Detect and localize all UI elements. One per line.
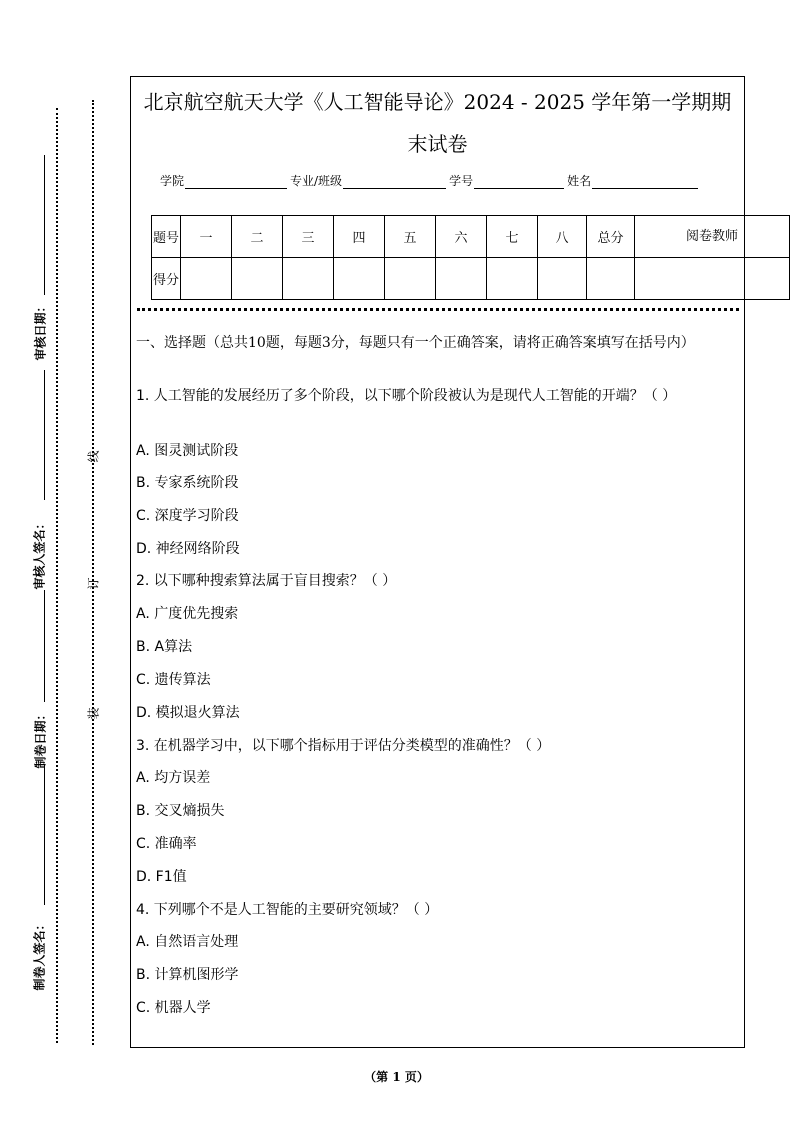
score-table-col-7: 七 bbox=[487, 216, 538, 258]
college-blank[interactable] bbox=[185, 175, 287, 189]
student-info-row bbox=[160, 172, 701, 189]
signature-line-reviewer bbox=[44, 370, 45, 500]
question-1-option-a[interactable]: A. 图灵测试阶段 bbox=[136, 443, 239, 459]
cut-word-xian: 线 bbox=[86, 450, 101, 463]
exam-title-line2: 末试卷 bbox=[407, 132, 468, 156]
reviewer-signature-label: 审核人签名： bbox=[32, 517, 47, 590]
question-2-stem: 2. 以下哪种搜索算法属于盲目搜索？（ ） bbox=[136, 573, 397, 589]
score-table-col-2: 二 bbox=[232, 216, 283, 258]
question-3-option-a[interactable]: A. 均方误差 bbox=[136, 770, 211, 786]
score-cell[interactable] bbox=[181, 258, 232, 300]
score-table-col-1: 一 bbox=[181, 216, 232, 258]
question-4-stem: 4. 下列哪个不是人工智能的主要研究领域？（ ） bbox=[136, 902, 439, 918]
major-class-label: 专业/班级 bbox=[290, 174, 343, 188]
binding-dotted-line-inner bbox=[92, 100, 94, 1045]
score-cell[interactable] bbox=[334, 258, 385, 300]
page-number: （第 1 页） bbox=[364, 1070, 429, 1084]
section-heading: 一、选择题（总共10题，每题3分，每题只有一个正确答案，请将正确答案填写在括号内） bbox=[136, 335, 695, 351]
question-1-stem: 1. 人工智能的发展经历了多个阶段，以下哪个阶段被认为是现代人工智能的开端？（ ） bbox=[136, 388, 677, 404]
question-2-option-d[interactable]: D. 模拟退火算法 bbox=[136, 705, 240, 721]
question-3-option-b[interactable]: B. 交叉熵损失 bbox=[136, 803, 225, 819]
score-table-col-3: 三 bbox=[283, 216, 334, 258]
question-4-option-b[interactable]: B. 计算机图形学 bbox=[136, 967, 239, 983]
score-cell[interactable] bbox=[538, 258, 587, 300]
score-cell[interactable] bbox=[436, 258, 487, 300]
question-1-option-c[interactable]: C. 深度学习阶段 bbox=[136, 508, 239, 524]
section-separator bbox=[137, 308, 739, 311]
score-cell[interactable] bbox=[385, 258, 436, 300]
student-id-label: 学号 bbox=[449, 174, 474, 188]
score-cell-total[interactable] bbox=[587, 258, 635, 300]
score-cell[interactable] bbox=[232, 258, 283, 300]
score-table-col-6: 六 bbox=[436, 216, 487, 258]
score-table-col-grader: 阅卷教师 bbox=[635, 216, 790, 258]
signature-line-paper-date bbox=[44, 590, 45, 702]
paper-date-label: 制卷日期： bbox=[33, 708, 48, 769]
score-table-col-total: 总分 bbox=[587, 216, 635, 258]
signature-line-review-date bbox=[44, 155, 45, 295]
score-table-col-5: 五 bbox=[385, 216, 436, 258]
question-4-option-c[interactable]: C. 机器人学 bbox=[136, 1000, 211, 1016]
question-1-option-d[interactable]: D. 神经网络阶段 bbox=[136, 541, 240, 557]
score-cell[interactable] bbox=[487, 258, 538, 300]
question-1-option-b[interactable]: B. 专家系统阶段 bbox=[136, 475, 239, 491]
question-2-option-a[interactable]: A. 广度优先搜索 bbox=[136, 606, 239, 622]
cut-word-zhuang: 装 bbox=[86, 707, 101, 720]
score-table-col-4: 四 bbox=[334, 216, 385, 258]
binding-dotted-line-outer bbox=[56, 108, 58, 1043]
score-cell[interactable] bbox=[283, 258, 334, 300]
paper-maker-signature-label: 制卷人签名： bbox=[32, 918, 47, 991]
question-3-option-c[interactable]: C. 准确率 bbox=[136, 836, 197, 852]
name-blank[interactable] bbox=[592, 175, 698, 189]
cut-word-ding: 订 bbox=[86, 577, 101, 590]
question-3-stem: 3. 在机器学习中，以下哪个指标用于评估分类模型的准确性？（ ） bbox=[136, 738, 551, 754]
review-date-label: 审核日期： bbox=[33, 300, 48, 361]
score-table-col-8: 八 bbox=[538, 216, 587, 258]
question-3-option-d[interactable]: D. F1值 bbox=[136, 869, 187, 885]
score-cell-grader[interactable] bbox=[635, 258, 790, 300]
major-class-blank[interactable] bbox=[343, 175, 446, 189]
question-2-option-c[interactable]: C. 遗传算法 bbox=[136, 672, 211, 688]
score-table-score-label: 得分 bbox=[152, 258, 181, 300]
score-table-header-cell: 题号 bbox=[152, 216, 181, 258]
question-2-option-b[interactable]: B. A算法 bbox=[136, 639, 193, 655]
student-id-blank[interactable] bbox=[474, 175, 564, 189]
question-4-option-a[interactable]: A. 自然语言处理 bbox=[136, 934, 239, 950]
college-label: 学院 bbox=[160, 174, 185, 188]
exam-title-line1: 北京航空航天大学《人工智能导论》2024 - 2025 学年第一学期期 bbox=[143, 90, 732, 114]
signature-line-paper-maker bbox=[44, 765, 45, 905]
score-table bbox=[151, 215, 790, 300]
name-label: 姓名 bbox=[567, 174, 592, 188]
